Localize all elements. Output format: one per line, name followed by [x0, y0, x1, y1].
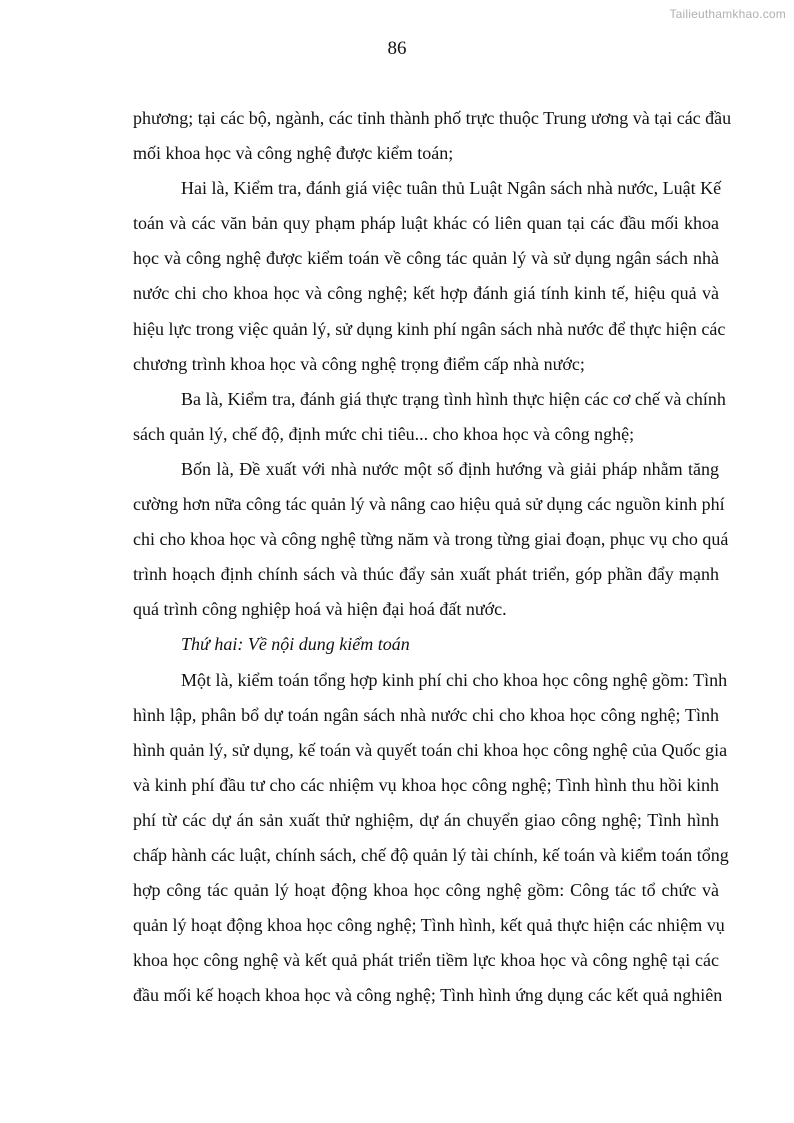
text-line: phương; tại các bộ, ngành, các tỉnh thành phố trực thuộc Trung ương và tại các đầu	[133, 108, 732, 128]
text-line: hình lập, phân bổ dự toán ngân sách nhà nước chi cho khoa học công nghệ; Tình	[133, 704, 719, 725]
text-line: chi cho khoa học và công nghệ từng năm và trong từng giai đoạn, phục vụ cho quá	[133, 529, 729, 550]
section-heading: Thứ hai: Về nội dung kiểm toán	[181, 634, 410, 655]
text-line: quản lý hoạt động khoa học công nghệ; Tình hình, kết quả thực hiện các nhiệm vụ	[133, 915, 725, 936]
text-line: Bốn là, Đề xuất với nhà nước một số định hướng và giải pháp nhằm tăng	[181, 458, 719, 479]
text-line: nước chi cho khoa học và công nghệ; kết hợp đánh giá tính kinh tế, hiệu quả và	[133, 283, 719, 304]
text-line: đầu mối kế hoạch khoa học và công nghệ; Tình hình ứng dụng các kết quả nghiên	[133, 985, 723, 1006]
text-line: chương trình khoa học và công nghệ trọng điểm cấp nhà nước;	[133, 353, 585, 374]
text-line: sách quản lý, chế độ, định mức chi tiêu... cho khoa học và công nghệ;	[133, 423, 635, 444]
text-line: và kinh phí đầu tư cho các nhiệm vụ khoa học công nghệ; Tình hình thu hồi kinh	[133, 774, 719, 795]
text-line: hình quản lý, sử dụng, kế toán và quyết toán chi khoa học công nghệ của Quốc gia	[133, 739, 728, 760]
text-line: hiệu lực trong việc quản lý, sử dụng kinh phí ngân sách nhà nước để thực hiện các	[133, 318, 726, 339]
page-number: 86	[387, 38, 407, 59]
text-line: Một là, kiểm toán tổng hợp kinh phí chi cho khoa học công nghệ gồm: Tình	[181, 669, 728, 690]
watermark-text: Tailieuthamkhao.com	[669, 7, 786, 21]
text-line: học và công nghệ được kiểm toán về công tác quản lý và sử dụng ngân sách nhà	[133, 248, 719, 269]
text-line: phí từ các dự án sản xuất thử nghiệm, dự án chuyển giao công nghệ; Tình hình	[133, 809, 719, 830]
text-line: toán và các văn bản quy phạm pháp luật khác có liên quan tại các đầu mối khoa	[133, 213, 719, 234]
text-line: cường hơn nữa công tác quản lý và nâng cao hiệu quả sử dụng các nguồn kinh phí	[133, 494, 725, 515]
text-line: trình hoạch định chính sách và thúc đẩy sản xuất phát triển, góp phần đẩy mạnh	[133, 564, 719, 585]
text-line: chấp hành các luật, chính sách, chế độ quản lý tài chính, kế toán và kiểm toán tổng	[133, 844, 729, 865]
body-text	[133, 101, 732, 1013]
text-line: mối khoa học và công nghệ được kiểm toán;	[133, 143, 454, 164]
text-line: hợp công tác quản lý hoạt động khoa học công nghệ gồm: Công tác tổ chức và	[133, 880, 719, 901]
text-line: khoa học công nghệ và kết quả phát triển tiềm lực khoa học và công nghệ tại các	[133, 950, 719, 971]
text-line: Ba là, Kiểm tra, đánh giá thực trạng tình hình thực hiện các cơ chế và chính	[181, 388, 726, 409]
text-line: quá trình công nghiệp hoá và hiện đại hoá đất nước.	[133, 599, 507, 620]
text-line: Hai là, Kiểm tra, đánh giá việc tuân thủ Luật Ngân sách nhà nước, Luật Kế	[181, 178, 722, 199]
